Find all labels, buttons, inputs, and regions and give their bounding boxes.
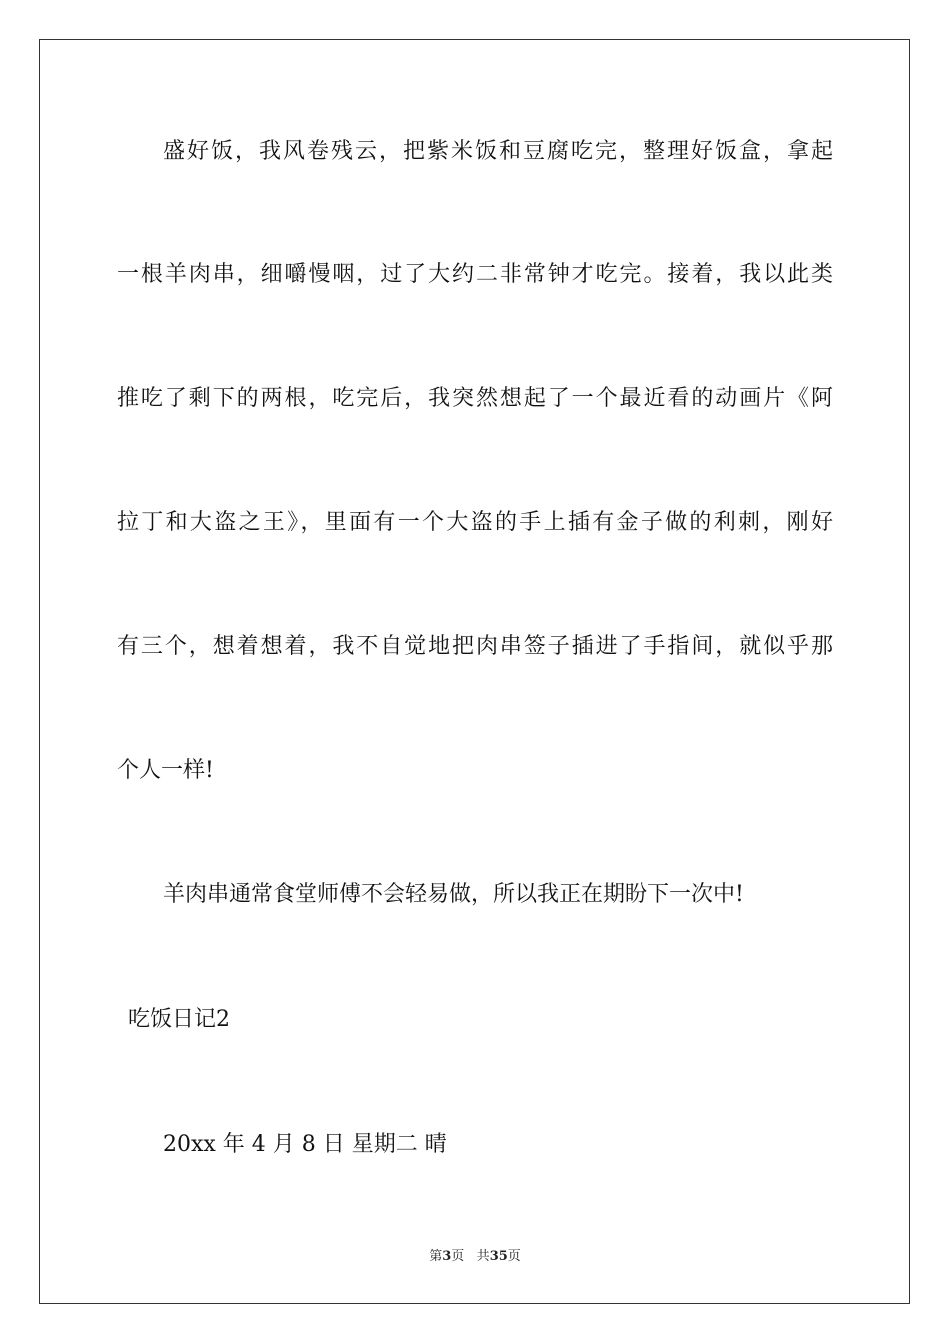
paragraph-line: 一根羊肉串，细嚼慢咽，过了大约二非常钟才吃完。接着，我以此类 <box>117 262 833 287</box>
paragraph-line: 推吃了剩下的两根，吃完后，我突然想起了一个最近看的动画片《阿 <box>117 386 833 411</box>
page-border <box>39 39 910 1304</box>
footer-total-suffix: 页 <box>507 1249 521 1264</box>
footer-total-pages: 35 <box>489 1249 508 1264</box>
paragraph-line: 羊肉串通常食堂师傅不会轻易做，所以我正在期盼下一次中! <box>163 882 744 907</box>
paragraph-line: 有三个，想着想着，我不自觉地把肉串签子插进了手指间，就似乎那 <box>117 634 833 659</box>
footer-page-number: 3 <box>442 1249 452 1264</box>
page-footer <box>0 1248 950 1266</box>
footer-page-prefix: 第 <box>429 1249 443 1264</box>
footer-total-prefix: 共 <box>476 1249 490 1264</box>
footer-page-suffix: 页 <box>451 1249 465 1264</box>
diary-date-line: 20xx 年 4 月 8 日 星期二 晴 <box>163 1132 447 1157</box>
paragraph-line: 拉丁和大盗之王》，里面有一个大盗的手上插有金子做的利刺，刚好 <box>117 510 833 535</box>
paragraph-line: 个人一样! <box>117 758 214 783</box>
paragraph-line: 盛好饭，我风卷残云，把紫米饭和豆腐吃完，整理好饭盒，拿起 <box>163 139 833 164</box>
section-heading: 吃饭日记2 <box>128 1007 230 1032</box>
